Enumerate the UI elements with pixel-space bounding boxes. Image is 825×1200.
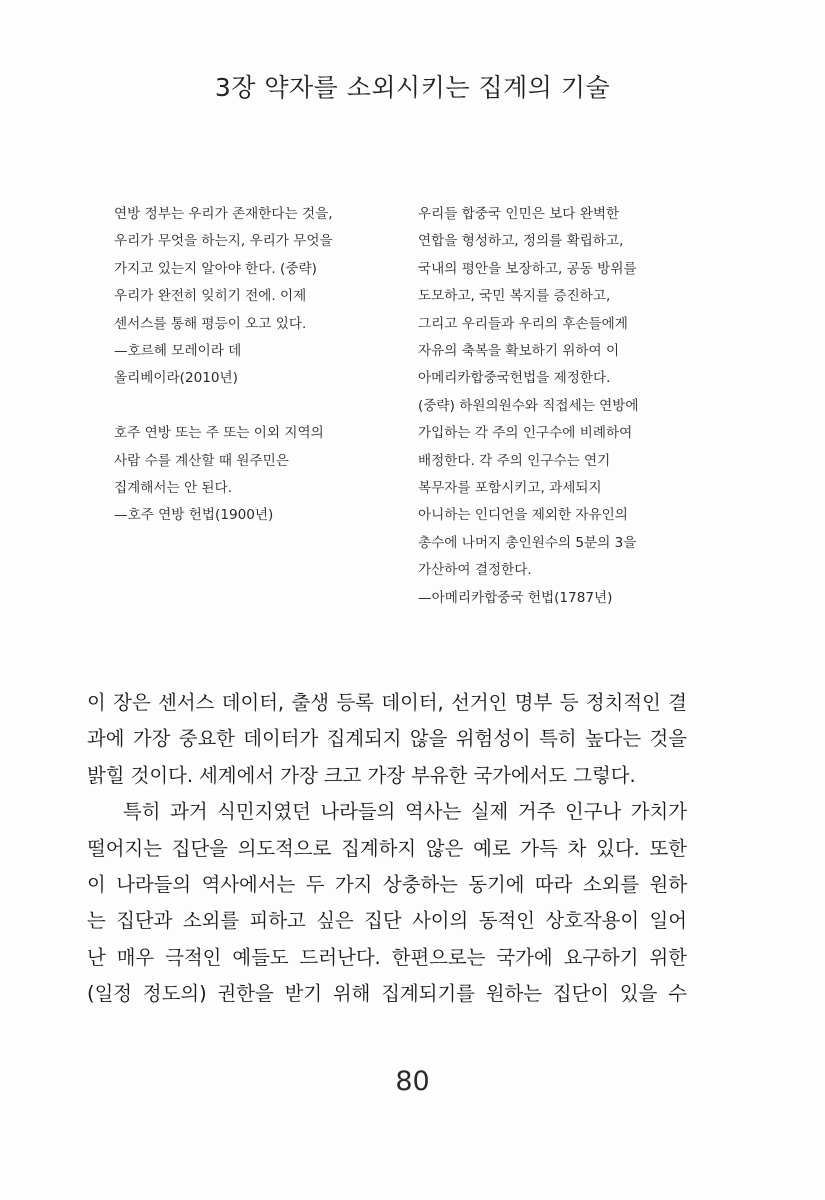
body-paragraph	[87, 685, 687, 794]
epigraph-column-right	[418, 201, 698, 612]
epigraph-attribution: —호르헤 모레이라 데	[114, 343, 242, 360]
epigraph-line: 배정한다. 각 주의 인구수는 연기	[418, 452, 611, 469]
epigraph-line: 아니하는 인디언을 제외한 자유인의	[418, 507, 628, 524]
epigraph-line: 그리고 우리들과 우리의 후손들에게	[418, 315, 628, 332]
epigraph-line: 호주 연방 또는 주 또는 이외 지역의	[114, 425, 324, 442]
body-line: 난 매우 극적인 예들도 드러난다. 한편으로는 국가에 요구하기 위한	[87, 945, 687, 969]
epigraph-line: 우리가 무엇을 하는지, 우리가 무엇을	[114, 233, 333, 250]
body-line: 떨어지는 집단을 의도적으로 집계하지 않은 예로 가득 차 있다. 또한	[87, 836, 687, 860]
epigraph-line: 집계해서는 안 된다.	[114, 480, 233, 497]
epigraph-line: 가산하여 결정한다.	[418, 562, 532, 579]
body-line: 이 나라들의 역사에서는 두 가지 상충하는 동기에 따라 소외를 원하	[87, 873, 687, 897]
epigraph-australia-constitution	[114, 420, 384, 530]
body-text	[87, 685, 687, 1013]
epigraph-line: 연합을 형성하고, 정의를 확립하고,	[418, 233, 624, 250]
epigraph-attribution: 올리베이라(2010년)	[114, 370, 238, 387]
body-line: 과에 가장 중요한 데이터가 집계되지 않을 위험성이 특히 높다는 것을	[87, 727, 687, 751]
body-line: 밝힐 것이다. 세계에서 가장 크고 가장 부유한 국가에서도 그렇다.	[87, 763, 636, 787]
epigraph-line: 국내의 평안을 보장하고, 공동 방위를	[418, 260, 637, 277]
epigraph-line: 센서스를 통해 평등이 오고 있다.	[114, 315, 307, 332]
epigraph-line: 가지고 있는지 알아야 한다. (중략)	[114, 260, 317, 277]
epigraph-oliveira	[114, 201, 384, 393]
body-line: 이 장은 센서스 데이터, 출생 등록 데이터, 선거인 명부 등 정치적인 결	[87, 691, 687, 714]
body-line: (일정 정도의) 권한을 받기 위해 집계되기를 원하는 집단이 있을 수	[87, 982, 687, 1006]
epigraph-column-left	[114, 201, 384, 530]
epigraph-line: 아메리카합중국헌법을 제정한다.	[418, 370, 611, 387]
body-line: 특히 과거 식민지였던 나라들의 역사는 실제 거주 인구나 가치가	[123, 800, 687, 824]
epigraph-line: 총수에 나머지 총인원수의 5분의 3을	[418, 534, 637, 551]
epigraph-attribution: —호주 연방 헌법(1900년)	[114, 507, 274, 524]
body-line: 는 집단과 소외를 피하고 싶은 집단 사이의 동적인 상호작용이 일어	[87, 909, 687, 933]
epigraph-attribution: —아메리카합중국 헌법(1787년)	[418, 589, 613, 606]
epigraph-line: 연방 정부는 우리가 존재한다는 것을,	[114, 206, 333, 222]
epigraph-line: 우리들 합중국 인민은 보다 완벽한	[418, 206, 620, 222]
chapter-title: 3장 약자를 소외시키는 집계의 기술	[214, 73, 611, 102]
epigraph-line: 도모하고, 국민 복지를 증진하고,	[418, 288, 611, 305]
body-paragraph	[87, 794, 687, 1012]
epigraph-line: 가입하는 각 주의 인구수에 비례하여	[418, 425, 633, 442]
epigraph-line: 사람 수를 계산할 때 원주민은	[114, 452, 289, 469]
epigraph-line: 우리가 완전히 잊히기 전에. 이제	[114, 288, 307, 305]
page-number: 80	[395, 1066, 430, 1097]
epigraph-line: 자유의 축복을 확보하기 위하여 이	[418, 343, 620, 360]
epigraph-line: (중략) 하원의원수와 직접세는 연방에	[418, 397, 639, 414]
epigraph-us-constitution	[418, 201, 698, 612]
epigraph-line: 복무자를 포함시키고, 과세되지	[418, 480, 602, 497]
